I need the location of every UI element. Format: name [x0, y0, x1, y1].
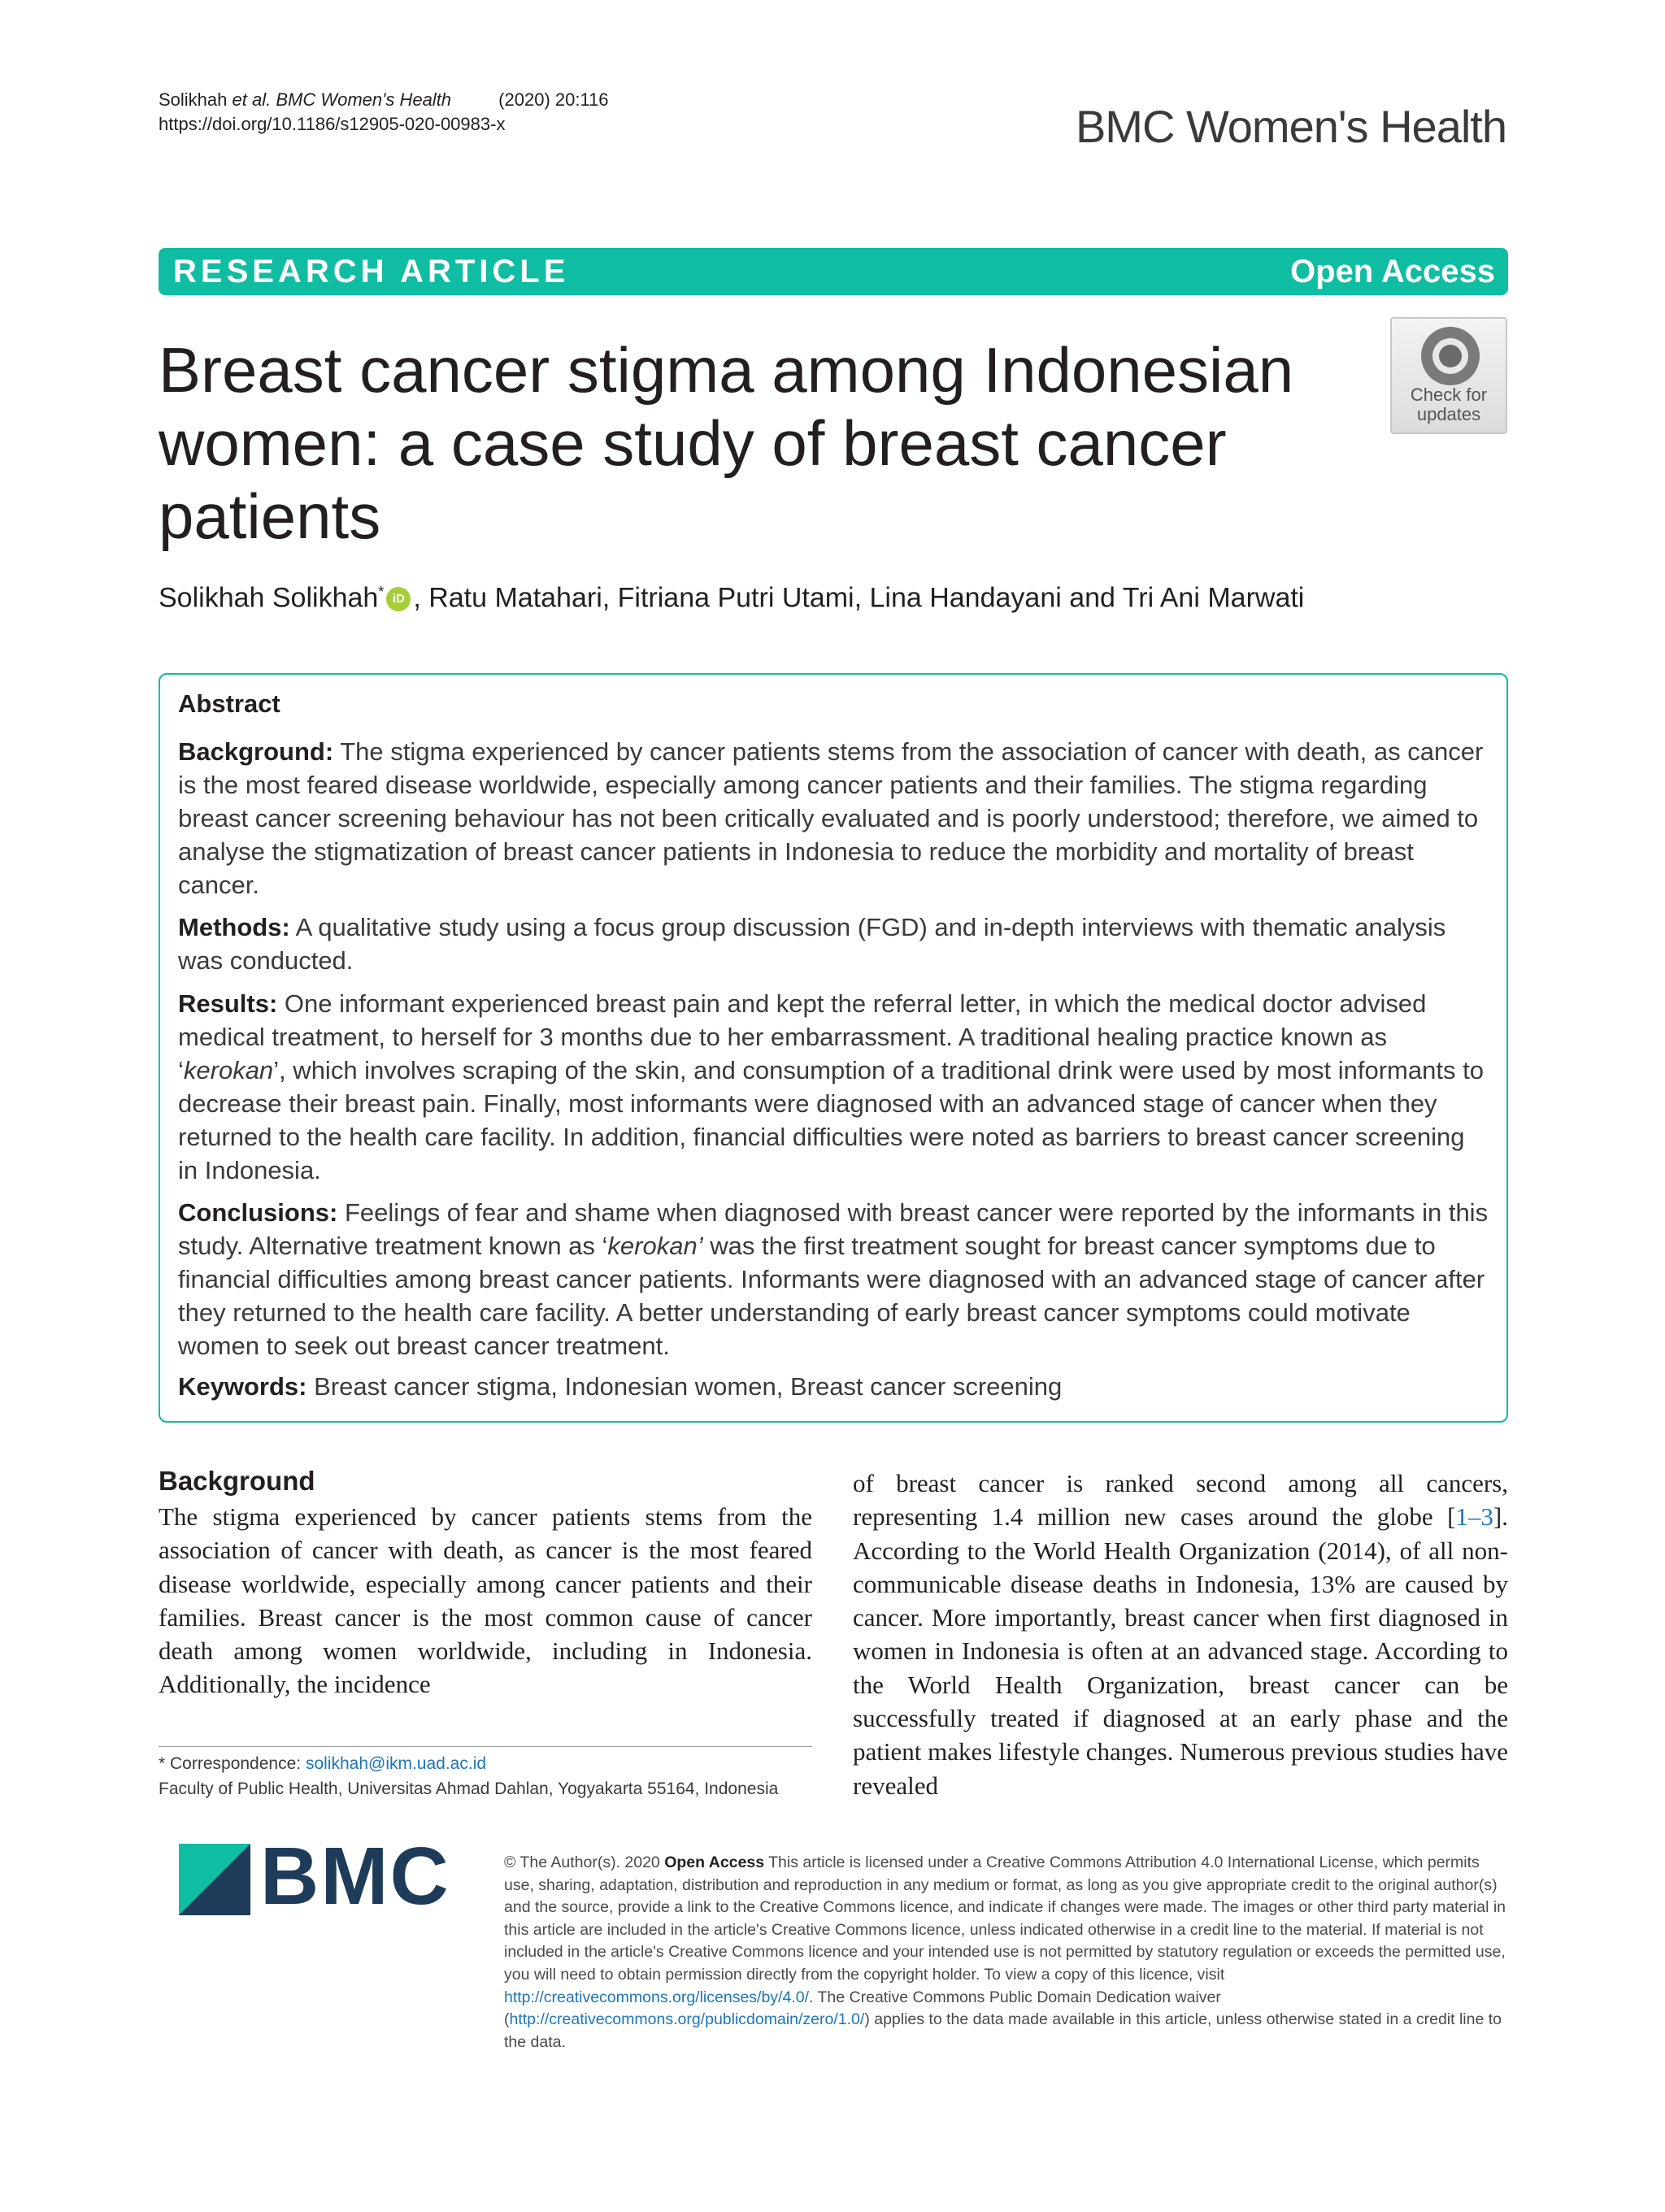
open-access-label: Open Access	[1290, 254, 1495, 289]
abstract-results-text-1: One informant experienced breast pain and kept the referral letter, in which the medical doctor advised medical treatment, to herself for 3 months due to her embarrassment. A traditional healing practice known as ‘	[178, 989, 1427, 1084]
abstract-methods-text: A qualitative study using a focus group discussion (FGD) and in-depth interviews with thematic analysis was conducted.	[178, 913, 1446, 975]
body-right-text-1: of breast cancer is ranked second among all cancers, representing 1.4 million new cases around the globe [	[853, 1469, 1508, 1532]
body-left-column: The stigma experienced by cancer patients stems from the association of cancer with death, as cancer is the most feared disease worldwide, especially among cancer patients and their families. Breast cancer is the most common cause of cancer death among women worldwide, including in Indonesia. Additionally, the incidence	[159, 1502, 812, 1699]
corresponding-author: Solikhah Solikhah	[159, 582, 379, 614]
abstract-background-label: Background:	[178, 737, 334, 766]
doi-link[interactable]: https://doi.org/10.1186/s12905-020-00983-x	[159, 114, 506, 134]
body-right-column	[853, 1467, 1508, 1802]
article-title: Breast cancer stigma among Indonesian women: a case study of breast cancer patients	[159, 334, 1294, 552]
running-authors: Solikhah	[159, 89, 228, 110]
abstract-conclusions	[178, 1196, 1489, 1362]
bmc-logo-text: BMC	[260, 1831, 450, 1922]
abstract-results-label: Results:	[178, 989, 278, 1018]
abstract-background-text: The stigma experienced by cancer patients stems from the association of cancer with death, as cancer is the most feared disease worldwide, especially among cancer patients and their families. The stigma regarding breast cancer screening behaviour has not been critically evaluated and is poorly understood; therefore, we aimed to analyse the stigmatization of breast cancer patients in Indonesia to reduce the morbidity and mortality of breast cancer.	[178, 737, 1484, 899]
running-journal: BMC Women's Health	[276, 89, 452, 110]
journal-title: BMC Women's Health	[1075, 101, 1506, 152]
abstract-results-kerokan: kerokan	[183, 1056, 274, 1084]
license-link-cc-by[interactable]: http://creativecommons.org/licenses/by/4.0/	[504, 1988, 810, 2006]
license-link-cc0[interactable]: http://creativecommons.org/publicdomain/zero/1.0/	[509, 2010, 865, 2029]
bmc-logo-mark-icon	[179, 1844, 250, 1915]
author-mark: *	[378, 584, 385, 600]
bmc-logo	[179, 1831, 472, 1925]
abstract-conclusions-text-1: Feelings of fear and shame when diagnosed with breast cancer were reported by the informants in this study. Alternative treatment known as ‘	[178, 1198, 1489, 1260]
abstract-background	[178, 735, 1489, 902]
author-list	[159, 576, 1304, 614]
crossmark-icon	[1421, 327, 1480, 385]
abstract-methods	[178, 910, 1489, 977]
orcid-icon[interactable]: iD	[386, 587, 411, 611]
reference-link[interactable]: 1–3	[1455, 1502, 1493, 1532]
running-et-al: et al.	[232, 89, 272, 110]
footnote-divider	[159, 1746, 812, 1747]
co-authors: , Ratu Matahari, Fitriana Putri Utami, Lina Handayani and Tri Ani Marwati	[413, 582, 1305, 614]
abstract-conclusions-kerokan: kerokan’	[607, 1232, 703, 1260]
running-volume: (2020) 20:116	[498, 89, 609, 110]
correspondence-footnote	[159, 1751, 809, 1801]
check-for-updates-button[interactable]	[1390, 317, 1507, 434]
article-type-label: RESEARCH ARTICLE	[173, 254, 570, 289]
abstract-keywords-text: Breast cancer stigma, Indonesian women, Breast cancer screening	[306, 1372, 1063, 1401]
abstract-conclusions-text-2: was the first treatment sought for breast cancer symptoms due to financial difficulties among breast cancer patients. Informants were diagnosed with an advanced stage of cancer after they returned to the health care facility. A better understanding of early breast cancer symptoms could motivate women to seek out breast cancer treatment.	[178, 1232, 1485, 1360]
abstract-results-text-2: ’, which involves scraping of the skin, and consumption of a traditional drink were used by most informants to decrease their breast pain. Finally, most informants were diagnosed with an advanced stage of cancer when they returned to the health care facility. In addition, financial difficulties were noted as barriers to breast cancer screening in Indonesia.	[178, 1056, 1484, 1184]
running-citation	[159, 88, 609, 112]
abstract-keywords-label: Keywords:	[178, 1372, 307, 1401]
license-text-4: ) applies to the data made available in this article, unless otherwise stated in a credit line to the data.	[504, 2010, 1502, 2051]
abstract-keywords	[178, 1370, 1489, 1403]
license-text-2: This article is licensed under a Creative Commons Attribution 4.0 International License, which permits use, sharing, adaptation, distribution and reproduction in any medium or format, as long as you give appropriate credit to the original author(s) and the source, provide a link to the Creative Commons licence, and indicate if changes were made. The images or other third party material in this article are included in the article's Creative Commons licence, unless indicated otherwise in a credit line to the material. If material is not included in the article's Creative Commons licence and your intended use is not permitted by statutory regulation or exceeds the permitted use, you will need to obtain permission directly from the copyright holder. To view a copy of this licence, visit	[504, 1853, 1506, 1984]
license-open-access: Open Access	[664, 1853, 765, 1871]
body-right-text-2: ]. According to the World Health Organization (2014), of all non-communicable disease deaths in Indonesia, 13% are caused by cancer. More importantly, breast cancer when first diagnosed in women in Indonesia is often at an advanced stage. According to the World Health Organization, breast cancer can be successfully treated if diagnosed at an early phase and the patient makes lifestyle changes. Numerous previous studies have revealed	[853, 1502, 1508, 1800]
correspondence-label: * Correspondence:	[159, 1754, 306, 1773]
check-for-updates-label: Check for updates	[1410, 385, 1488, 424]
abstract-results	[178, 987, 1489, 1187]
abstract-methods-label: Methods:	[178, 913, 290, 941]
abstract-conclusions-label: Conclusions:	[178, 1198, 338, 1227]
author-affiliation: Faculty of Public Health, Universitas Ahmad Dahlan, Yogyakarta 55164, Indonesia	[159, 1780, 779, 1798]
license-text-3: . The Creative Commons Public Domain Dedication waiver (	[504, 1988, 1221, 2029]
correspondence-email-link[interactable]: solikhah@ikm.uad.ac.id	[305, 1754, 487, 1773]
abstract-box	[159, 673, 1508, 1423]
section-heading-background: Background	[159, 1466, 315, 1496]
license-text-1: © The Author(s). 2020	[504, 1853, 665, 1871]
license-statement	[504, 1852, 1511, 2053]
article-type-banner	[159, 248, 1508, 295]
abstract-heading: Abstract	[178, 689, 280, 718]
